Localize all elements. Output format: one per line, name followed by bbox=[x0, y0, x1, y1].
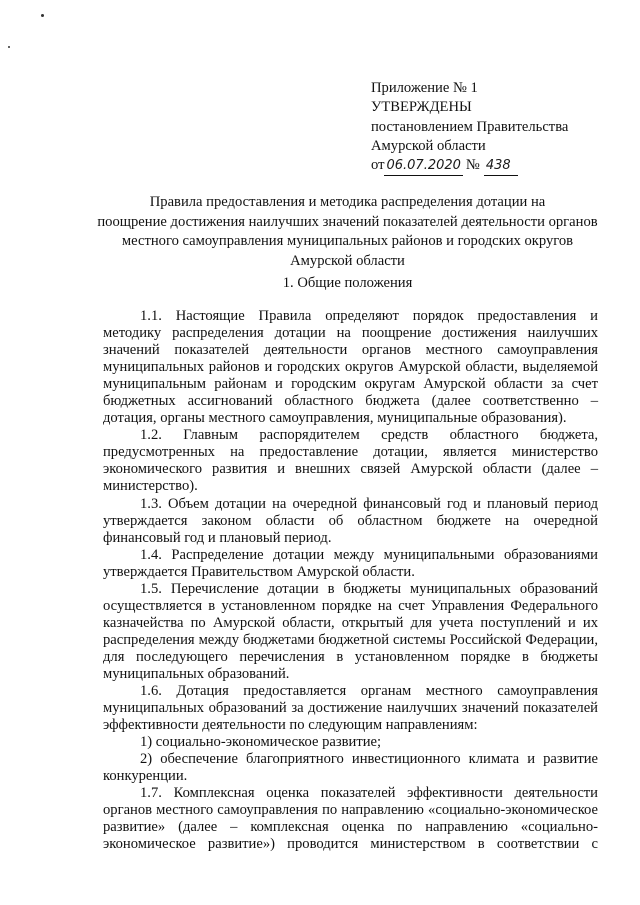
title-line: Правила предоставления и методика распределения дотации на bbox=[149, 194, 546, 210]
approved-by-label: постановлением Правительства bbox=[371, 118, 569, 135]
approval-stamp-block bbox=[371, 79, 568, 176]
paragraph-1-6: 1.6. Дотация предоставляется органам местного самоуправления муниципальных образований за достижение наилучших значений показателей эффективности деятельности по следующим направлениям: bbox=[103, 683, 598, 734]
paragraph-1-7: 1.7. Комплексная оценка показателей эффективности деятельности органов местного самоуправления по направлению «социально-экономическое развитие» (далее – комплексная оценка по направлению «социально-экономическое развитие») проводится министерством в соответствии с bbox=[103, 785, 598, 853]
scan-speck bbox=[8, 46, 10, 48]
paragraph-1-4: 1.4. Распределение дотации между муниципальными образованиями утверждается Правительством Амурской области. bbox=[103, 546, 598, 580]
date-number-line bbox=[371, 156, 518, 176]
document-title bbox=[90, 193, 605, 271]
list-item-2: 2) обеспечение благоприятного инвестиционного климата и развитие конкуренции. bbox=[103, 751, 598, 785]
region-label: Амурской области bbox=[371, 137, 486, 154]
title-line: Амурской области bbox=[290, 252, 405, 269]
document-body bbox=[103, 308, 598, 854]
title-line: поощрение достижения наилучших значений показателей деятельности органов bbox=[97, 213, 598, 230]
paragraph-1-2: 1.2. Главным распорядителем средств областного бюджета, предусмотренных на предоставление дотации, является министерство экономического развития и внешних связей Амурской области (далее – министерство). bbox=[103, 427, 598, 495]
handwritten-number: 438 bbox=[484, 156, 518, 176]
scan-speck bbox=[41, 14, 44, 17]
handwritten-date: 06.07.2020 bbox=[384, 156, 462, 176]
appendix-label: Приложение № 1 bbox=[371, 80, 478, 96]
paragraph-1-5: 1.5. Перечисление дотации в бюджеты муниципальных образований осуществляется в установленном порядке на счет Управления Федерального казначейства по Амурской области, открытый для учета поступлений и их распределения между бюджетами бюджетной системы Российской Федерации, для последующего перечисления в установленном порядке в бюджеты муниципальных образований. bbox=[103, 580, 598, 682]
paragraph-1-3: 1.3. Объем дотации на очередной финансовый год и плановый период утверждается законом области об областном бюджете на очередной финансовый год и плановый период. bbox=[103, 495, 598, 546]
title-line: местного самоуправления муниципальных районов и городских округов bbox=[121, 233, 574, 249]
section-heading: 1. Общие положения bbox=[282, 275, 413, 291]
paragraph-1-1: 1.1. Настоящие Правила определяют порядок предоставления и методику распределения дотации на поощрение достижения наилучших значений показателей деятельности органов местного самоуправления муниципальных районов и городских округов Амурской области, выделяемой муниципальным районам и городским округам Амурской области за счет бюджетных ассигнований областного бюджета (далее соответственно – дотация, органы местного самоуправления, муниципальные образования). bbox=[103, 308, 598, 427]
number-prefix: № bbox=[465, 157, 480, 174]
approved-label: УТВЕРЖДЕНЫ bbox=[371, 99, 472, 116]
list-item-1: 1) социально-экономическое развитие; bbox=[140, 734, 382, 751]
date-prefix: от bbox=[371, 157, 385, 174]
